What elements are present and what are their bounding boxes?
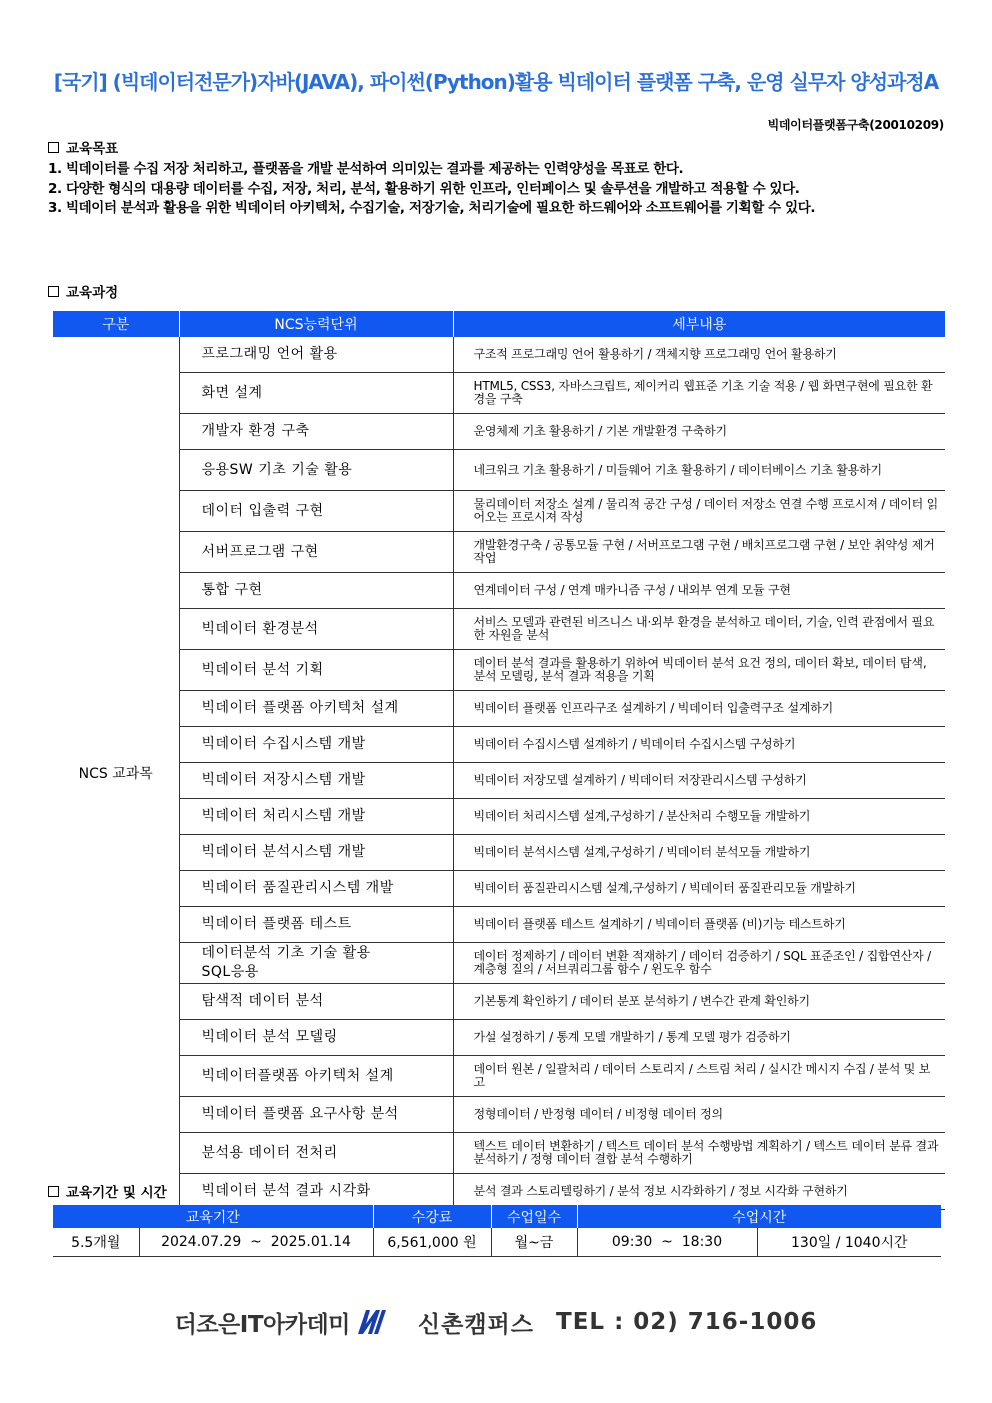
schedule-header-row [53, 1205, 941, 1228]
ncs-unit-cell: 탐색적 데이터 분석 [179, 984, 453, 1020]
footer [0, 1300, 992, 1344]
ncs-unit-cell: 빅데이터 분석 기획 [179, 650, 453, 691]
detail-cell: 구조적 프로그래밍 언어 활용하기 / 객체지향 프로그래밍 언어 활용하기 [453, 337, 945, 373]
detail-cell: 빅데이터 플랫폼 인프라구조 설계하기 / 빅데이터 입출력구조 설계하기 [453, 691, 945, 727]
detail-cell: 정형데이터 / 반정형 데이터 / 비정형 데이터 정의 [453, 1097, 945, 1133]
curriculum-row [53, 609, 945, 650]
curriculum-row [53, 984, 945, 1020]
curriculum-row [53, 1133, 945, 1174]
checkbox-square-icon [48, 1186, 59, 1197]
campus-name: 신촌캠퍼스 [417, 1311, 534, 1338]
ncs-unit-cell: 화면 설계 [179, 373, 453, 414]
curriculum-row [53, 691, 945, 727]
detail-cell: 기본통계 확인하기 / 데이터 분포 분석하기 / 변수간 관계 확인하기 [453, 984, 945, 1020]
column-header: 구분 [53, 311, 179, 337]
detail-cell: 빅데이터 처리시스템 설계,구성하기 / 분산처리 수행모듈 개발하기 [453, 799, 945, 835]
category-cell: NCS 교과목 [53, 337, 179, 1210]
curriculum-row [53, 1097, 945, 1133]
ncs-unit-cell: 분석용 데이터 전처리 [179, 1133, 453, 1174]
detail-cell: 가설 설정하기 / 통계 모델 개발하기 / 통계 모델 평가 검증하기 [453, 1020, 945, 1056]
ncs-unit-cell: 빅데이터 플랫폼 요구사항 분석 [179, 1097, 453, 1133]
goal-item: 1. 빅데이터를 수집 저장 처리하고, 플랫폼을 개발 분석하여 의미있는 결과를 제공하는 인력양성을 목표로 한다. [48, 161, 684, 177]
detail-cell: 빅데이터 수집시스템 설계하기 / 빅데이터 수집시스템 구성하기 [453, 727, 945, 763]
fee-cell: 6,561,000 원 [373, 1228, 491, 1257]
ncs-unit-cell: 빅데이터 환경분석 [179, 609, 453, 650]
ncs-unit-cell: 빅데이터 분석 결과 시각화 [179, 1174, 453, 1210]
dates-cell: 2024.07.29 ~ 2025.01.14 [139, 1228, 373, 1257]
ncs-unit-cell: 빅데이터 분석시스템 개발 [179, 835, 453, 871]
hours-cell: 130일 / 1040시간 [757, 1228, 941, 1257]
curriculum-row [53, 763, 945, 799]
curriculum-heading-label: 교육과정 [66, 285, 119, 301]
goal-item: 3. 빅데이터 분석과 활용을 위한 빅데이터 아키텍처, 수집기술, 저장기술, 처리기술에 필요한 하드웨어와 소프트웨어를 기획할 수 있다. [48, 200, 816, 216]
detail-cell: 운영체제 기초 활용하기 / 기본 개발환경 구축하기 [453, 414, 945, 450]
ncs-unit-cell: 데이터 입출력 구현 [179, 491, 453, 532]
column-header: 수강료 [373, 1205, 491, 1228]
checkbox-square-icon [48, 286, 59, 297]
ncs-unit-cell: 빅데이터 처리시스템 개발 [179, 799, 453, 835]
schedule-heading-label: 교육기간 및 시간 [66, 1185, 167, 1201]
curriculum-row [53, 414, 945, 450]
curriculum-row [53, 450, 945, 491]
ncs-unit-cell: 빅데이터 품질관리시스템 개발 [179, 871, 453, 907]
curriculum-row [53, 907, 945, 943]
curriculum-heading [48, 281, 118, 301]
detail-cell: 데이터 분석 결과를 활용하기 위하여 빅데이터 분석 요건 정의, 데이터 확보, 데이터 탐색, 분석 모델링, 분석 결과 적용을 기획 [453, 650, 945, 691]
detail-cell: 빅데이터 분석시스템 설계,구성하기 / 빅데이터 분석모듈 개발하기 [453, 835, 945, 871]
curriculum-header-row [53, 311, 945, 337]
detail-cell: 데이터 정제하기 / 데이터 변환 적재하기 / 데이터 검증하기 / SQL 표준조인 / 집합연산자 / 계층형 질의 / 서브쿼리그룹 함수 / 윈도우 함수 [453, 943, 945, 984]
curriculum-row [53, 650, 945, 691]
days-cell: 월~금 [491, 1228, 577, 1257]
detail-cell: 분석 결과 스토리텔링하기 / 분석 정보 시각화하기 / 정보 시각화 구현하기 [453, 1174, 945, 1210]
curriculum-body [53, 337, 945, 1210]
page-title: [국기] (빅데이터전문가)자바(JAVA), 파이썬(Python)활용 빅데이터 플랫폼 구축, 운영 실무자 양성과정A [53, 70, 939, 94]
detail-cell: 연계데이터 구성 / 연계 매카니즘 구성 / 내외부 연계 모듈 구현 [453, 573, 945, 609]
curriculum-table [53, 311, 945, 1210]
ncs-unit-cell: 빅데이터 수집시스템 개발 [179, 727, 453, 763]
ncs-unit-cell: 데이터분석 기초 기술 활용 SQL응용 [179, 943, 453, 984]
detail-cell: 텍스트 데이터 변환하기 / 텍스트 데이터 분석 수행방법 계획하기 / 텍스트 데이터 분류 결과 분석하기 / 정형 데이터 결합 분석 수행하기 [453, 1133, 945, 1174]
course-code: 빅데이터플랫폼구축(20010209) [767, 118, 944, 132]
goal-item: 2. 다양한 형식의 대용량 데이터를 수집, 저장, 처리, 분석, 활용하기 위한 인프라, 인터페이스 및 솔루션을 개발하고 적용할 수 있다. [48, 180, 800, 197]
curriculum-row [53, 871, 945, 907]
time-cell: 09:30 ~ 18:30 [577, 1228, 757, 1257]
ncs-unit-cell: 응용SW 기초 기술 활용 [179, 450, 453, 491]
ncs-unit-cell: 빅데이터플랫폼 아키텍처 설계 [179, 1056, 453, 1097]
detail-cell: 빅데이터 저장모델 설계하기 / 빅데이터 저장관리시스템 구성하기 [453, 763, 945, 799]
checkbox-square-icon [48, 142, 59, 153]
academy-logo-icon [354, 1304, 390, 1340]
curriculum-row [53, 573, 945, 609]
column-header: NCS능력단위 [179, 311, 453, 337]
detail-cell: 개발환경구축 / 공통모듈 구현 / 서버프로그램 구현 / 배치프로그램 구현 / 보안 취약성 제거 작업 [453, 532, 945, 573]
column-header: 수업시간 [577, 1205, 941, 1228]
schedule-row [53, 1228, 941, 1257]
curriculum-row [53, 491, 945, 532]
ncs-unit-cell: 빅데이터 저장시스템 개발 [179, 763, 453, 799]
ncs-unit-cell: 개발자 환경 구축 [179, 414, 453, 450]
ncs-unit-cell: 빅데이터 플랫폼 테스트 [179, 907, 453, 943]
detail-cell: 물리데이터 저장소 설계 / 물리적 공간 구성 / 데이터 저장소 연결 수행 프로시져 / 데이터 읽어오는 프로시져 작성 [453, 491, 945, 532]
curriculum-row [53, 1020, 945, 1056]
curriculum-row [53, 727, 945, 763]
detail-cell: 네크워크 기초 활용하기 / 미들웨어 기초 활용하기 / 데이터베이스 기초 활용하기 [453, 450, 945, 491]
ncs-unit-cell: 서버프로그램 구현 [179, 532, 453, 573]
detail-cell: HTML5, CSS3, 자바스크립트, 제이커리 웹표준 기초 기술 적용 / 웹 화면구현에 필요한 환경을 구축 [453, 373, 945, 414]
curriculum-row [53, 943, 945, 984]
duration-cell: 5.5개월 [53, 1228, 139, 1257]
goals-heading-label: 교육목표 [66, 141, 119, 157]
column-header: 교육기간 [53, 1205, 373, 1228]
ncs-unit-cell: 빅데이터 플랫폼 아키텍처 설계 [179, 691, 453, 727]
column-header: 세부내용 [453, 311, 945, 337]
ncs-unit-cell: 통합 구현 [179, 573, 453, 609]
curriculum-row [53, 532, 945, 573]
ncs-unit-cell: 빅데이터 분석 모델링 [179, 1020, 453, 1056]
curriculum-row [53, 337, 945, 373]
schedule-table [53, 1205, 941, 1257]
curriculum-row [53, 373, 945, 414]
goals-list [48, 160, 944, 219]
academy-name: 더조은IT아카데미 [174, 1311, 350, 1338]
column-header: 수업일수 [491, 1205, 577, 1228]
schedule-heading [48, 1181, 167, 1201]
curriculum-row [53, 799, 945, 835]
detail-cell: 데이터 원본 / 일괄처리 / 데이터 스토리지 / 스트림 처리 / 실시간 메시지 수집 / 분석 및 보고 [453, 1056, 945, 1097]
detail-cell: 빅데이터 플랫폼 테스트 설계하기 / 빅데이터 플랫폼 (비)기능 테스트하기 [453, 907, 945, 943]
ncs-unit-cell: 프로그래밍 언어 활용 [179, 337, 453, 373]
phone-number: TEL : 02) 716-1006 [556, 1309, 818, 1335]
detail-cell: 서비스 모델과 관련된 비즈니스 내·외부 환경을 분석하고 데이터, 기술, 인력 관점에서 필요한 자원을 분석 [453, 609, 945, 650]
curriculum-row [53, 835, 945, 871]
curriculum-row [53, 1056, 945, 1097]
detail-cell: 빅데이터 품질관리시스템 설계,구성하기 / 빅데이터 품질관리모듈 개발하기 [453, 871, 945, 907]
goals-heading [48, 137, 118, 157]
